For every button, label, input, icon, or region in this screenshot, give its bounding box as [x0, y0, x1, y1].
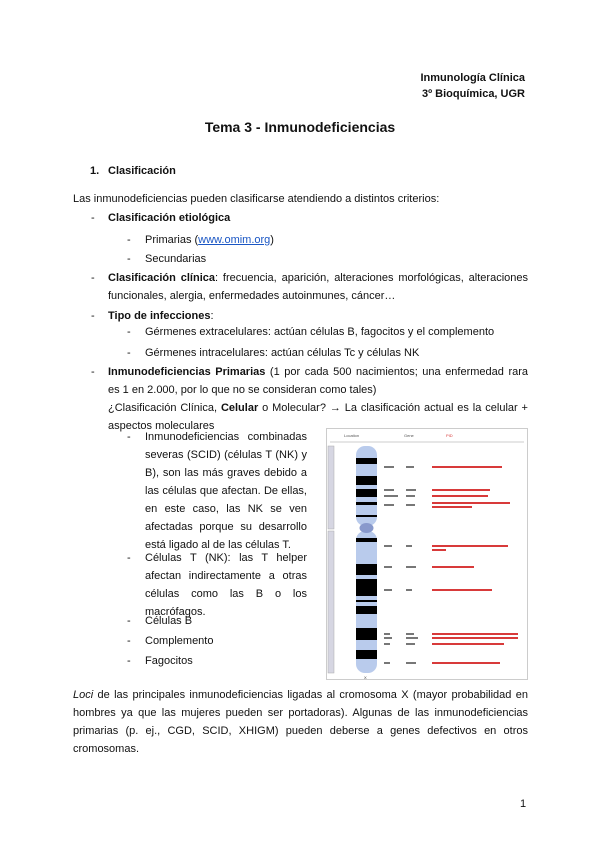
paren: ): [270, 234, 274, 246]
question-text: ¿Clasificación Clínica,: [108, 402, 221, 414]
bullet-dash: -: [127, 253, 131, 265]
clinica-item: [108, 269, 528, 305]
primarias-label: Inmunodeficiencias Primarias: [108, 366, 266, 378]
question-text-2: o Molecular? → La clasificación actual es la celular + aspectos moleculares: [108, 402, 528, 432]
bullet-dash: -: [91, 212, 95, 224]
loci-italic: Loci: [73, 689, 94, 701]
bullet-dash: -: [91, 272, 95, 284]
chromosome-x-figure: [326, 428, 528, 680]
figure-header-location: Location: [344, 433, 360, 438]
clinica-label: Clasificación clínica: [108, 272, 215, 284]
omim-link[interactable]: www.omim.org: [198, 234, 271, 246]
bullet-dash: -: [127, 326, 131, 338]
intro-text: Las inmunodeficiencias pueden clasificarse atendiendo a distintos criterios:: [73, 193, 440, 205]
bullet-dash: -: [127, 615, 131, 627]
celulas-b-item: Células B: [145, 615, 193, 627]
section-title: Clasificación: [108, 165, 176, 177]
scid-item: Inmunodeficiencias combinadas severas (SCID) (células T (NK) y B), son las más graves debido a las células que afectan. De ellas, en este caso, las NK se ven afectadas porque su desarrollo está ligado al de las células T.: [145, 431, 307, 551]
bullet-dash: -: [127, 552, 131, 564]
chromosome-label: X: [364, 675, 367, 680]
primarias-item: [145, 234, 274, 246]
bullet-dash: -: [127, 431, 131, 443]
figure-header-gene: Gene: [404, 433, 414, 438]
figure-header-pid: PID: [446, 433, 453, 438]
caption-text: de las principales inmunodeficiencias ligadas al cromosoma X (mayor probabilidad en hombres ya que las mujeres pueden ser portadoras). Algunas de las inmunodeficiencias primarias (p. ej., CGD, SCID, XHIGM) pueden deberse a genes defectivos en otros cromosomas.: [73, 689, 528, 755]
section-number: 1.: [90, 165, 100, 177]
primarias-block: [108, 363, 528, 435]
secundarias-item: Secundarias: [145, 253, 207, 265]
fagocitos-item: Fagocitos: [145, 655, 193, 667]
figure-caption: [73, 686, 528, 758]
etiologica-label: Clasificación etiológica: [108, 212, 231, 224]
infecciones-item: [108, 310, 214, 322]
page-title: Tema 3 - Inmunodeficiencias: [204, 119, 396, 135]
primarias-text: Primarias (: [145, 234, 199, 246]
primarias-text: (1 por cada 500 nacimientos; una enfermedad rara es 1 en 2.000, por lo que no se consideran como tales): [108, 366, 528, 396]
bullet-dash: -: [91, 310, 95, 322]
bullet-dash: -: [127, 655, 131, 667]
celulas-t-item: Células T (NK): las T helper afectan indirectamente a otras células como las B o los macrófagos.: [145, 552, 307, 618]
bullet-dash: -: [91, 366, 95, 378]
infecciones-label: Tipo de infecciones: [108, 310, 211, 322]
celular-bold: Celular: [220, 402, 259, 414]
clinica-text: : frecuencia, aparición, alteraciones morfológicas, alteraciones funcionales, alergia, enfermedades autoinmunes, cáncer…: [108, 272, 528, 302]
complemento-item: Complemento: [145, 635, 214, 647]
colon: :: [210, 310, 214, 322]
header-degree: 3º Bioquímica, UGR: [421, 88, 525, 100]
bullet-dash: -: [127, 347, 131, 359]
intracelulares-item: Gérmenes intracelulares: actúan células Tc y células NK: [145, 347, 420, 359]
header-course: Inmunología Clínica: [420, 72, 525, 84]
bullet-dash: -: [127, 234, 131, 246]
page-number: 1: [520, 798, 527, 810]
bullet-dash: -: [127, 635, 131, 647]
extracelulares-item: Gérmenes extracelulares: actúan células B, fagocitos y el complemento: [145, 326, 495, 338]
chromosome: [356, 446, 377, 673]
